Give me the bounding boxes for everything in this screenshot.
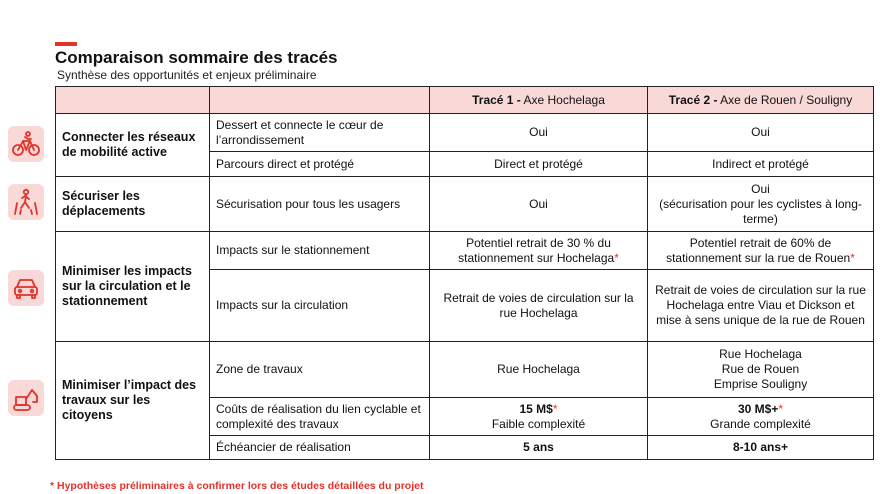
car-icon <box>8 270 44 306</box>
pedestrian-crossing-icon <box>8 184 44 220</box>
trace-2-cell <box>648 398 874 436</box>
page-title: Comparaison sommaire des tracés <box>55 48 338 67</box>
trace-2-cell: Retrait de voies de circulation sur la rue Hochelaga entre Viau et Dickson et mise à sens unique de la rue de Rouen <box>648 270 874 342</box>
table-row <box>56 177 874 232</box>
criterion-cell: Échéancier de réalisation <box>210 436 430 460</box>
trace-1-cell: Retrait de voies de circulation sur la rue Hochelaga <box>430 270 648 342</box>
cell-line: Emprise Souligny <box>713 377 808 391</box>
trace-1-cell: 5 ans <box>430 436 648 460</box>
cell-line: Rue Hochelaga <box>719 347 802 361</box>
footnote: * Hypothèses préliminaires à confirmer lors des études détaillées du projet <box>50 480 424 492</box>
cell-line: Rue de Rouen <box>721 362 800 376</box>
asterisk: * <box>552 401 558 416</box>
trace-1-cell: Oui <box>430 114 648 152</box>
column-header-trace-1: Tracé 1 - Axe Hochelaga <box>430 87 648 114</box>
table-row <box>56 114 874 152</box>
trace-1-cell: Rue Hochelaga <box>430 342 648 398</box>
complexity-value: Grande complexité <box>710 416 811 431</box>
page-subtitle: Synthèse des opportunités et enjeux préliminaire <box>57 68 317 82</box>
trace-2-cell: Indirect et protégé <box>648 152 874 177</box>
trace-1-cell <box>430 232 648 270</box>
cell-text: Potentiel retrait de 30 % du stationnement sur Hochelaga <box>458 235 615 265</box>
criterion-cell: Impacts sur la circulation <box>210 270 430 342</box>
cell-text: Potentiel retrait de 60% de stationnement sur la rue de Rouen <box>666 235 851 265</box>
trace-1-cell: Direct et protégé <box>430 152 648 177</box>
trace-2-cell <box>648 342 874 398</box>
trace-2-cell <box>648 232 874 270</box>
table-row <box>56 342 874 398</box>
trace-1-cell: Oui <box>430 177 648 232</box>
criterion-cell: Dessert et connecte le cœur de l’arrondissement <box>210 114 430 152</box>
criterion-cell: Zone de travaux <box>210 342 430 398</box>
table-row <box>56 232 874 270</box>
criterion-cell: Sécurisation pour tous les usagers <box>210 177 430 232</box>
table-header-row <box>56 87 874 114</box>
cost-value: 30 M$+ <box>737 401 779 416</box>
trace-2-cell: 8-10 ans+ <box>648 436 874 460</box>
cell-line: (sécurisation pour les cyclistes à long-terme) <box>659 196 862 226</box>
asterisk: * <box>850 250 855 265</box>
title-accent-bar <box>55 42 77 46</box>
comparison-table <box>55 86 874 460</box>
excavator-icon <box>8 380 44 416</box>
column-header-trace-2: Tracé 2 - Axe de Rouen / Souligny <box>648 87 874 114</box>
cell-line: Oui <box>751 181 770 196</box>
asterisk: * <box>778 401 784 416</box>
asterisk: * <box>614 250 619 265</box>
category-cell: Sécuriser les déplacements <box>56 177 210 232</box>
criterion-cell: Coûts de réalisation du lien cyclable et complexité des travaux <box>210 398 430 436</box>
header-empty-cell <box>210 87 430 114</box>
header-empty-cell <box>56 87 210 114</box>
complexity-value: Faible complexité <box>491 416 586 431</box>
trace-1-cell <box>430 398 648 436</box>
cost-value: 15 M$ <box>519 401 553 416</box>
category-cell: Minimiser les impacts sur la circulation et le stationnement <box>56 232 210 342</box>
bicycle-icon <box>8 126 44 162</box>
trace-2-cell: Oui <box>648 114 874 152</box>
category-cell: Connecter les réseaux de mobilité active <box>56 114 210 177</box>
category-cell: Minimiser l’impact des travaux sur les citoyens <box>56 342 210 460</box>
criterion-cell: Parcours direct et protégé <box>210 152 430 177</box>
criterion-cell: Impacts sur le stationnement <box>210 232 430 270</box>
trace-2-cell <box>648 177 874 232</box>
